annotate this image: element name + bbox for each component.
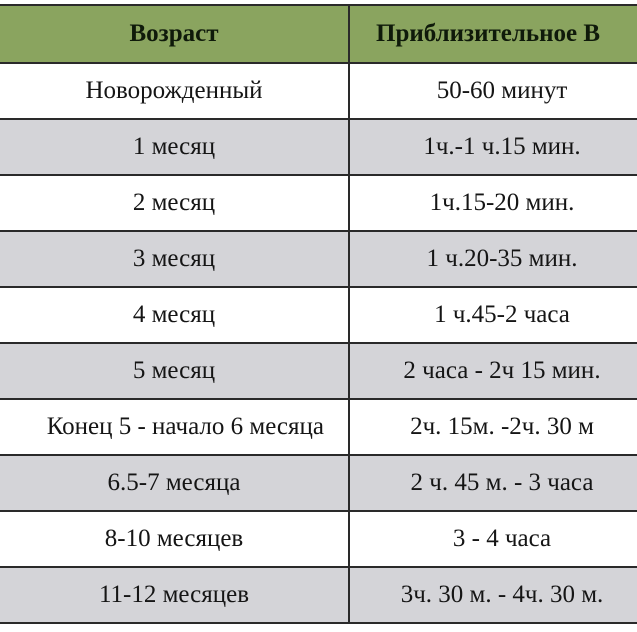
- time-cell: 2 часа - 2ч 15 мин.: [403, 357, 601, 384]
- age-cell: 2 месяц: [0, 176, 350, 230]
- time-cell: 2 ч. 45 м. - 3 часа: [410, 469, 594, 496]
- header-time: Приблизительное В: [376, 20, 601, 47]
- table-row: [0, 232, 637, 288]
- table-row: [0, 568, 637, 624]
- table-row: [0, 64, 637, 120]
- header-age: Возраст: [0, 6, 350, 62]
- age-cell: 5 месяц: [0, 344, 350, 398]
- age-cell: Новорожденный: [0, 64, 350, 118]
- age-cell: 8-10 месяцев: [0, 512, 350, 566]
- age-cell: 3 месяц: [0, 232, 350, 286]
- time-cell: 3 - 4 часа: [452, 525, 552, 552]
- age-cell: 6.5-7 месяца: [0, 456, 350, 510]
- time-cell: 50-60 минут: [436, 77, 568, 104]
- table-header-row: [0, 6, 637, 64]
- time-cell: 1ч.-1 ч.15 мин.: [423, 133, 581, 160]
- wake-time-table: [0, 4, 637, 624]
- table-row: [0, 288, 637, 344]
- table-row: [0, 344, 637, 400]
- time-cell: 1 ч.45-2 часа: [434, 301, 570, 328]
- time-cell: 3ч. 30 м. - 4ч. 30 м.: [400, 581, 604, 608]
- table-row: [0, 512, 637, 568]
- time-cell: 2ч. 15м. -2ч. 30 м: [410, 413, 594, 440]
- table-row: [0, 456, 637, 512]
- age-cell: 4 месяц: [0, 288, 350, 342]
- table-row: [0, 400, 637, 456]
- time-cell: 1 ч.20-35 мин.: [426, 245, 578, 272]
- age-cell: 1 месяц: [0, 120, 350, 174]
- table-row: [0, 120, 637, 176]
- table-row: [0, 176, 637, 232]
- time-cell: 1ч.15-20 мин.: [429, 189, 575, 216]
- age-cell: Конец 5 - начало 6 месяца: [0, 400, 350, 454]
- age-cell: 11-12 месяцев: [0, 568, 350, 622]
